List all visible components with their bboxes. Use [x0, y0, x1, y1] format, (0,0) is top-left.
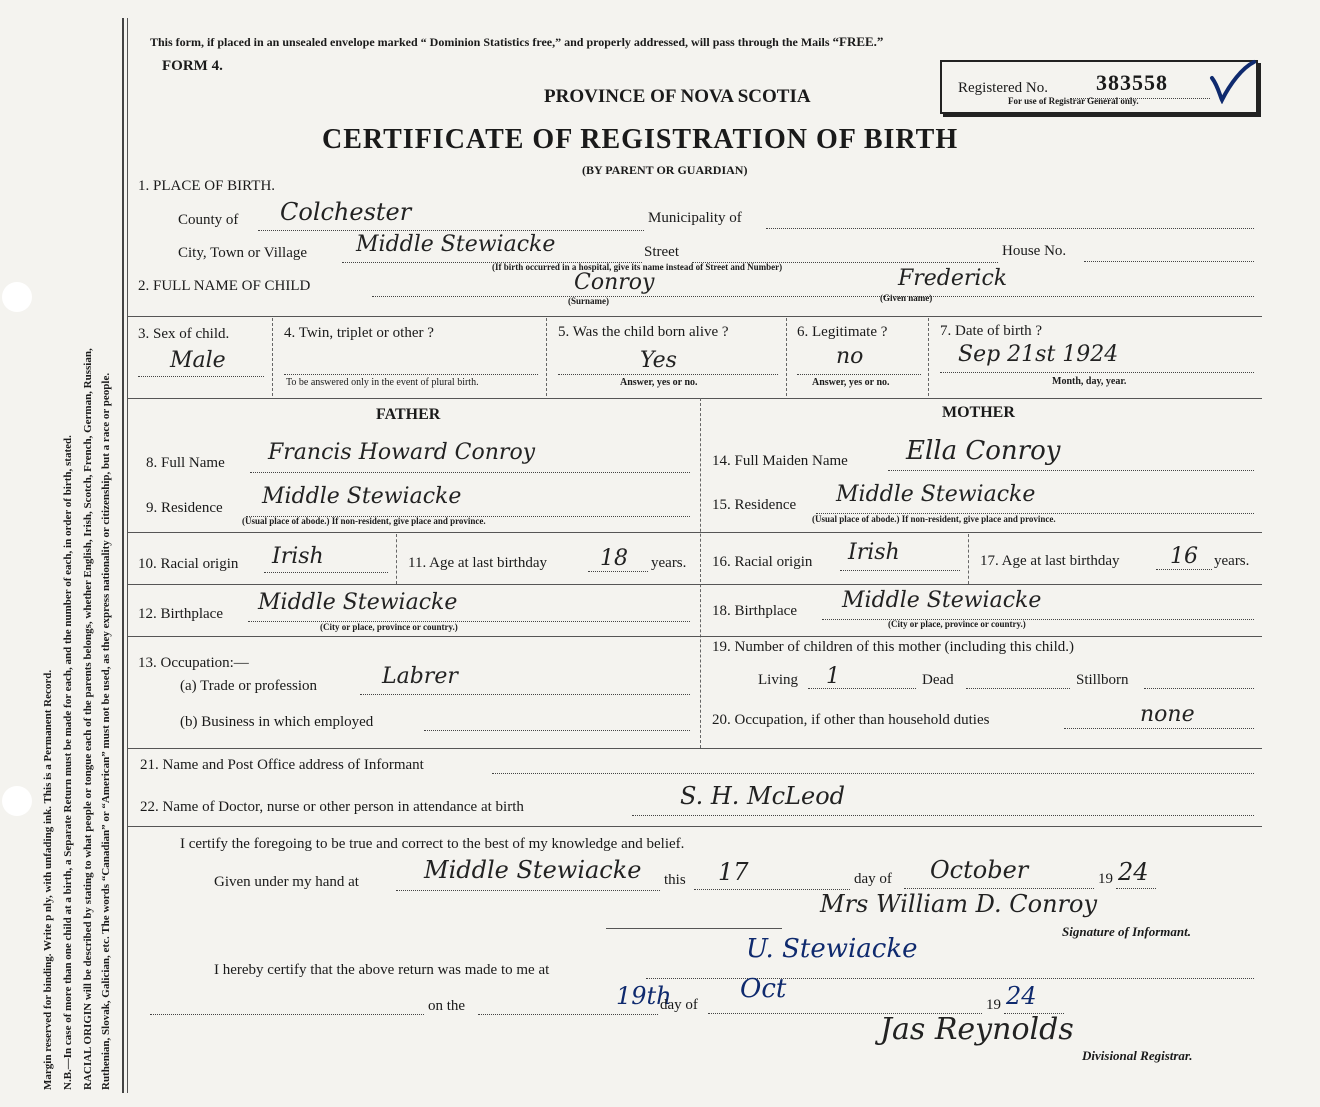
alive-label: 5. Was the child born alive ? — [558, 324, 729, 340]
informant-line — [492, 773, 1254, 774]
dob-label: 7. Date of birth ? — [940, 323, 1043, 339]
father-race-line — [264, 572, 388, 573]
sig-caption: Signature of Informant. — [1062, 924, 1191, 939]
mother-years: years. — [1214, 553, 1250, 569]
twin-note: To be answered only in the event of plural birth. — [286, 377, 479, 388]
father-bp-value: Middle Stewiacke — [258, 590, 458, 615]
hospital-note: (If birth occurred in a hospital, give its name instead of Street and Number) — [492, 262, 783, 272]
mail-note — [150, 34, 883, 50]
surname-caption: (Surname) — [568, 296, 609, 306]
father-age-label: 11. Age at last birthday — [408, 555, 547, 571]
month-value: October — [930, 856, 1029, 884]
year2-prefix: 19 — [986, 997, 1001, 1013]
dob-line — [940, 372, 1254, 373]
mother-living-label: Living — [758, 672, 798, 688]
mother-bp-note: (City or place, province or country.) — [888, 619, 1026, 629]
alive-value: Yes — [640, 348, 677, 373]
hereby-place-value: U. Stewiacke — [746, 934, 918, 964]
certify-text: I certify the foregoing to be true and correct to the best of my knowledge and belief. — [180, 836, 685, 852]
registrar-signature: Jas Reynolds — [880, 1012, 1074, 1047]
mother-bp-line — [822, 619, 1254, 620]
street-label: Street — [644, 244, 679, 260]
registered-label: Registered No. — [958, 80, 1048, 96]
father-trade-value: Labrer — [382, 664, 458, 689]
onday-line — [478, 1014, 658, 1015]
mother-res-label: 15. Residence — [712, 497, 797, 513]
father-trade-label: (a) Trade or profession — [180, 678, 318, 694]
father-name-line — [250, 472, 690, 473]
side-note-2: N.B.—In case of more than one child at a birth, a Separate Return must be made for each, and the number of each, in order of birth, stated. — [62, 435, 74, 1090]
legit-value: no — [836, 344, 864, 369]
mother-name-label: 14. Full Maiden Name — [712, 453, 848, 469]
year-prefix: 19 — [1098, 871, 1113, 887]
month-line — [904, 888, 1094, 889]
mother-stillborn-line — [1144, 688, 1254, 689]
mother-dead-label: Dead — [922, 672, 954, 688]
father-biz-line — [424, 730, 690, 731]
sex-line — [138, 376, 264, 377]
year-line — [1116, 888, 1156, 889]
mother-children-label: 19. Number of children of this mother (including this child.) — [712, 639, 1075, 655]
father-res-value: Middle Stewiacke — [262, 484, 462, 509]
legit-line — [797, 374, 921, 375]
mother-name-line — [888, 470, 1254, 471]
side-note-3: RACIAL ORIGIN will be described by stating to what people or tongue each of the parents belongs, whether English, Irish, Scotch, French, German, Russian, — [82, 348, 94, 1090]
mother-occ-label: 20. Occupation, if other than household duties — [712, 712, 990, 728]
col-sep-2 — [546, 318, 547, 396]
given-label: Given under my hand at — [214, 874, 359, 890]
given-caption: (Given name) — [880, 293, 933, 303]
house-label: House No. — [1002, 243, 1067, 259]
row-rule-g — [128, 826, 1262, 827]
mother-race-line — [840, 570, 960, 571]
year-value: 24 — [1118, 858, 1149, 886]
parent-divider — [700, 398, 701, 748]
onday-value: 19th — [616, 982, 672, 1010]
city-value: Middle Stewiacke — [356, 232, 556, 257]
binding-hole-bottom — [2, 786, 32, 816]
mail-note-text: This form, if placed in an unsealed envelope marked “ Dominion Statistics free,” and properly addressed, will pass through the Mails — [150, 35, 830, 49]
place-heading: 1. PLACE OF BIRTH. — [138, 178, 276, 194]
mother-res-value: Middle Stewiacke — [836, 482, 1036, 507]
father-bp-label: 12. Birthplace — [138, 606, 223, 622]
mother-occ-value: none — [1140, 702, 1195, 727]
form-number: FORM 4. — [162, 58, 223, 74]
mother-age-value: 16 — [1170, 544, 1198, 569]
municipality-label: Municipality of — [648, 210, 742, 226]
doctor-label: 22. Name of Doctor, nurse or other person in attendance at birth — [140, 799, 524, 815]
alive-line — [558, 374, 778, 375]
mother-name-value: Ella Conroy — [906, 436, 1061, 466]
binding-hole-top — [2, 282, 32, 312]
margin-rule — [122, 18, 124, 1093]
row-rule-b — [128, 398, 1262, 399]
onmonth-value: Oct — [740, 974, 787, 1004]
row-rule-c — [128, 532, 1262, 533]
mother-stillborn-label: Stillborn — [1076, 672, 1129, 688]
mother-bp-label: 18. Birthplace — [712, 603, 797, 619]
father-trade-line — [360, 694, 690, 695]
dob-note: Month, day, year. — [1052, 376, 1127, 387]
father-bp-line — [248, 621, 690, 622]
col-sep-3 — [786, 318, 787, 396]
certificate-title: CERTIFICATE OF REGISTRATION OF BIRTH — [322, 124, 959, 155]
mail-note-free: “FREE.” — [832, 34, 884, 49]
row-rule-e — [128, 636, 1262, 637]
county-line — [258, 230, 644, 231]
mother-dead-line — [966, 688, 1070, 689]
sex-value: Male — [170, 348, 226, 373]
mother-living-value: 1 — [826, 664, 840, 689]
hereby-label: I hereby certify that the above return was made to me at — [214, 962, 550, 978]
child-name-label: 2. FULL NAME OF CHILD — [138, 278, 311, 294]
municipality-line — [766, 228, 1254, 229]
father-biz-label: (b) Business in which employed — [180, 714, 374, 730]
mother-heading: MOTHER — [942, 404, 1015, 421]
county-value: Colchester — [280, 198, 412, 226]
row-rule-f — [128, 748, 1262, 749]
side-note-1: Margin reserved for binding. Write p nly, with unfading ink. This is a Permanent Record. — [42, 669, 54, 1090]
twin-line — [284, 374, 538, 375]
dob-value: Sep 21st 1924 — [958, 342, 1119, 367]
onthe-pre-line — [150, 1014, 424, 1015]
col-sep-4 — [928, 318, 929, 396]
race-age-sep-f — [396, 534, 397, 584]
sex-label: 3. Sex of child. — [138, 326, 230, 342]
side-note-4: Ruthenian, Slovak, Galician, etc. The words “Canadian” or “American” must not be used, as they express nationality or citizenship, but a race or people. — [100, 372, 112, 1090]
house-line — [1084, 261, 1254, 262]
mother-race-label: 16. Racial origin — [712, 554, 813, 570]
sig-rule — [606, 928, 782, 929]
child-given-value: Frederick — [898, 266, 1008, 291]
father-age-value: 18 — [600, 546, 628, 571]
father-res-note: (Usual place of abode.) If non-resident, give place and province. — [242, 516, 486, 526]
father-race-label: 10. Racial origin — [138, 556, 239, 572]
father-age-line — [588, 571, 648, 572]
given-place-value: Middle Stewiacke — [424, 856, 642, 884]
row-rule-a — [128, 316, 1262, 317]
dayof2-label: day of — [660, 997, 698, 1013]
mother-res-note: (Usual place of abode.) If non-resident, give place and province. — [812, 514, 1056, 524]
year2-value: 24 — [1006, 982, 1037, 1010]
registrar-note: For use of Registrar General only. — [1008, 96, 1139, 106]
father-heading: FATHER — [376, 406, 441, 423]
informant-label: 21. Name and Post Office address of Informant — [140, 757, 424, 773]
day-value: 17 — [718, 858, 749, 886]
doctor-line — [632, 815, 1254, 816]
mother-race-value: Irish — [848, 540, 900, 565]
dayof-label: day of — [854, 871, 892, 887]
certificate-subtitle: (BY PARENT OR GUARDIAN) — [582, 163, 748, 177]
doctor-value: S. H. McLeod — [680, 782, 845, 810]
row-rule-d — [128, 584, 1262, 585]
twin-label: 4. Twin, triplet or other ? — [284, 325, 434, 341]
child-name-line — [372, 296, 1254, 297]
father-occ-label: 13. Occupation:— — [138, 655, 249, 671]
province-title: PROVINCE OF NOVA SCOTIA — [544, 86, 811, 107]
legit-note: Answer, yes or no. — [812, 377, 890, 388]
registered-number: 383558 — [1096, 70, 1168, 95]
county-label: County of — [178, 212, 239, 228]
mother-occ-line — [1064, 728, 1254, 729]
onthe-label: on the — [428, 998, 466, 1014]
informant-signature: Mrs William D. Conroy — [820, 890, 1098, 918]
father-race-value: Irish — [272, 544, 324, 569]
child-surname-value: Conroy — [574, 270, 655, 295]
father-bp-note: (City or place, province or country.) — [320, 622, 458, 632]
this-label: this — [664, 872, 686, 888]
given-place-line — [396, 890, 660, 891]
col-sep-1 — [272, 318, 273, 396]
father-res-label: 9. Residence — [146, 500, 223, 516]
legit-label: 6. Legitimate ? — [797, 324, 888, 340]
city-label: City, Town or Village — [178, 245, 308, 261]
father-name-label: 8. Full Name — [146, 455, 225, 471]
mother-living-line — [808, 688, 916, 689]
mother-bp-value: Middle Stewiacke — [842, 588, 1042, 613]
mother-age-label: 17. Age at last birthday — [980, 553, 1120, 569]
mother-age-line — [1156, 569, 1212, 570]
margin-rule-inner — [127, 18, 128, 1093]
father-years: years. — [651, 555, 687, 571]
race-age-sep-m — [968, 534, 969, 584]
hereby-line — [646, 978, 1254, 979]
father-name-value: Francis Howard Conroy — [268, 440, 536, 465]
alive-note: Answer, yes or no. — [620, 377, 698, 388]
registrar-caption: Divisional Registrar. — [1082, 1048, 1193, 1063]
check-mark — [1208, 58, 1258, 109]
